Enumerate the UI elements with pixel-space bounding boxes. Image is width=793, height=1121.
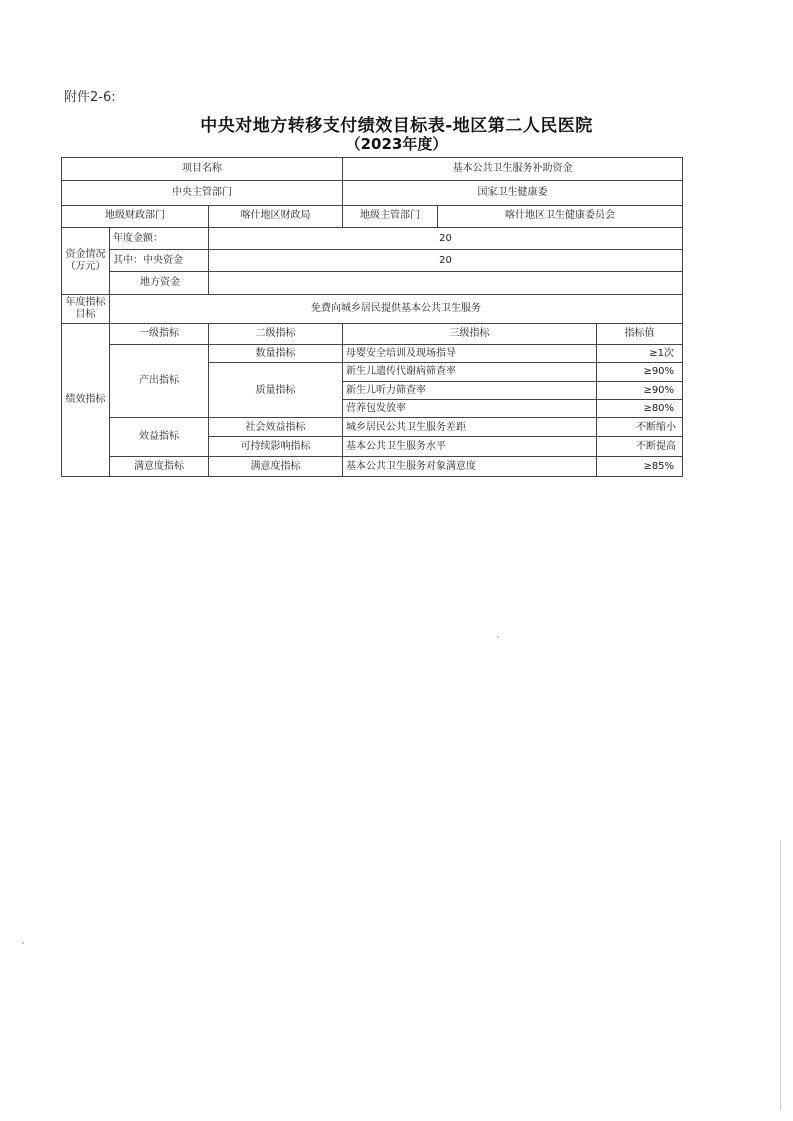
header-level2: 二级指标 bbox=[209, 324, 343, 345]
table-row bbox=[62, 272, 683, 294]
local-dept-value: 喀什地区卫生健康委员会 bbox=[438, 205, 683, 227]
local-funds-value bbox=[209, 272, 683, 294]
annual-target-value: 免费向城乡居民提供基本公共卫生服务 bbox=[110, 294, 683, 323]
table-row bbox=[62, 227, 683, 249]
indicator-name: 新生儿听力筛查率 bbox=[343, 381, 597, 399]
funds-label: 资金情况（万元） bbox=[62, 227, 110, 294]
scan-edge-line bbox=[780, 840, 781, 1110]
indicator-value: ≥90% bbox=[597, 381, 683, 399]
scan-speck bbox=[497, 636, 499, 638]
output-label: 产出指标 bbox=[110, 345, 209, 418]
indicator-value: ≥80% bbox=[597, 399, 683, 417]
indicator-value: 不断缩小 bbox=[597, 418, 683, 437]
table-row bbox=[62, 418, 683, 437]
satisfaction-label: 满意度指标 bbox=[110, 456, 209, 476]
table-row bbox=[62, 324, 683, 345]
indicator-name: 城乡居民公共卫生服务差距 bbox=[343, 418, 597, 437]
table-row bbox=[62, 205, 683, 227]
satisfaction-sub-label: 满意度指标 bbox=[209, 456, 343, 476]
local-funds-label: 地方资金 bbox=[110, 272, 209, 294]
table-row bbox=[62, 294, 683, 323]
page-subtitle: （2023年度） bbox=[345, 135, 448, 153]
annual-target-label: 年度指标目标 bbox=[62, 294, 110, 323]
header-level3: 三级指标 bbox=[343, 324, 597, 345]
indicator-name: 营养包发放率 bbox=[343, 399, 597, 417]
social-benefit-label: 社会效益指标 bbox=[209, 418, 343, 437]
quantity-label: 数量指标 bbox=[209, 345, 343, 363]
central-dept-value: 国家卫生健康委 bbox=[343, 181, 683, 205]
benefit-label: 效益指标 bbox=[110, 418, 209, 456]
central-funds-label: 其中：中央资金 bbox=[110, 250, 209, 272]
indicator-name: 基本公共卫生服务对象满意度 bbox=[343, 456, 597, 476]
table-row bbox=[62, 250, 683, 272]
annual-amount-label: 年度金额： bbox=[110, 227, 209, 249]
local-dept-label: 地级主管部门 bbox=[343, 205, 438, 227]
page-title: 中央对地方转移支付绩效目标表-地区第二人民医院 bbox=[200, 116, 593, 136]
scan-speck bbox=[22, 942, 24, 944]
indicator-value: ≥1次 bbox=[597, 345, 683, 363]
indicator-name: 基本公共卫生服务水平 bbox=[343, 437, 597, 456]
local-finance-value: 喀什地区财政局 bbox=[209, 205, 343, 227]
header-level1: 一级指标 bbox=[110, 324, 209, 345]
central-dept-label: 中央主管部门 bbox=[62, 181, 343, 205]
table-row bbox=[62, 158, 683, 181]
indicator-name: 母婴安全培训及现场指导 bbox=[343, 345, 597, 363]
performance-label: 绩效指标 bbox=[62, 324, 110, 477]
header-value: 指标值 bbox=[597, 324, 683, 345]
performance-target-table bbox=[61, 157, 683, 477]
table-row bbox=[62, 181, 683, 205]
sustainable-label: 可持续影响指标 bbox=[209, 437, 343, 456]
project-name-label: 项目名称 bbox=[62, 158, 343, 181]
project-name-value: 基本公共卫生服务补助资金 bbox=[343, 158, 683, 181]
attachment-label: 附件2-6: bbox=[64, 90, 116, 105]
table-row bbox=[62, 456, 683, 476]
indicator-value: ≥90% bbox=[597, 363, 683, 381]
local-finance-label: 地级财政部门 bbox=[62, 205, 209, 227]
central-funds-value: 20 bbox=[209, 250, 683, 272]
table-row bbox=[62, 345, 683, 363]
indicator-value: 不断提高 bbox=[597, 437, 683, 456]
indicator-name: 新生儿遗传代谢病筛查率 bbox=[343, 363, 597, 381]
annual-amount-value: 20 bbox=[209, 227, 683, 249]
quality-label: 质量指标 bbox=[209, 363, 343, 418]
indicator-value: ≥85% bbox=[597, 456, 683, 476]
